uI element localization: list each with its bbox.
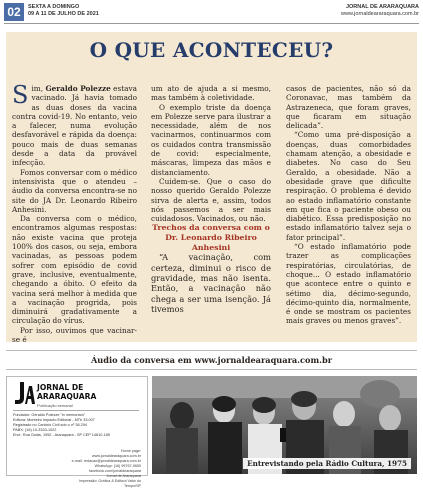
contact-line: Jornal de Araraquara [106,474,141,478]
interview-quote: “A vacinação, com certeza, diminui o risco de gravidade, mas não isenta. Então, a vacinação não chega a ser uma isenção. Já tivemos [151,252,271,315]
photo-caption: Entrevistando pela Rádio Cultura, 1975 [243,458,411,469]
article-column-3 [286,84,411,326]
article-paragraph: “Como uma pré-disposição a doenças, duas comorbidades chamam atenção, a obesidade e diabetes. No caso do Seu Geraldo, a obesidade. Não a obesidade grave que dificulte respiração. O problema é devido ao estado inflamatório constante em que fica o paciente obeso ou diabético. Essa predisposição no estado inflamatório talvez seja o fator principal”. [286,130,411,242]
infobox-divider [13,410,139,411]
ja-logo-icon [13,380,35,408]
detail-line: Registrado no Cartório Civil sob o nº 38.294 [13,423,87,427]
contact-details [71,449,141,489]
page-header [4,3,419,29]
contact-line[interactable]: Home page: www.jornaldearaquara.com.br [92,449,141,458]
masthead-infobox [6,376,148,488]
contact-line: Impressão: Gráfica & Editora Valor do Tempo/SP [79,479,141,488]
article-paragraph: casos de pacientes, não só da Coronavac, mas também da Astrazeneca, que foram graves, que ficaram em situação delicada”. [286,84,411,131]
contact-line: WhatsApp: (16) 99767-9650 [94,464,141,468]
page-number: 02 [4,3,24,21]
newspaper-logo [13,380,35,413]
drop-cap: S [12,81,29,109]
article-paragraph: Da conversa com o médico, encontramos algumas respostas: não existe vacina que proteja 100% dos casos, ou seja, embora vacinadas, as pessoas podem sofrer com episódio de covid grave, inclusive, eventualmente, chegando a óbito. O efeito da vacina será melhor à medida que a vacinação progrida, pois diminuirá gradativamente a circulação do vírus. [12,214,137,326]
contact-line[interactable]: facebook.com/jornaldearaquara [89,469,141,473]
header-divider [4,23,419,24]
issue-date [28,4,99,18]
article-column-1 [12,81,137,345]
article-paragraph: Cuidem-se. Que o caso do nosso querido Geraldo Polezze sirva de alerta e, assim, todos nós passemos a ser mais cuidadosos. Vacinados, ou não. [151,176,271,224]
newspaper-name: JORNAL DE ARARAQUARA [37,383,97,401]
article-paragraph: Por isso, ouvimos que vacinar-se é [12,325,137,345]
article [6,32,417,345]
issue-date-range: 09 A 11 DE JULHO DE 2021 [28,11,99,17]
pull-quote-heading: Trechos da conversa com o Dr. Leonardo Ribeiro Anhesini [152,223,270,252]
publisher-details [13,413,141,438]
masthead-right [341,4,419,18]
issue-day: SEXTA A DOMINGO [28,4,80,10]
audio-link-note[interactable]: Áudio da conversa em www.jornaldearaquara.com.br [6,350,417,370]
detail-line: Fundador: Geraldo Polezze "in memoriam" [13,413,86,417]
detail-line: End.: Rua Goiás, 1952 - Araraquara - SP CEP 14810-185 [13,433,110,437]
article-paragraph: O exemplo triste da doença em Polezze serve para ilustrar a necessidade, além de nos vacinarmos, continuarmos com os cuidados contra transmissão de covid: especialmente, máscaras, limpeza das mãos e distanciamento. [151,102,271,177]
article-paragraph: “O estado inflamatório pode trazer as complicações respiratórias, circulatórias, de choque... O estado inflamatório que acontece entre o quinto e sétimo dia, décimo-segundo, décimo-quinto dia, normalmente, é onde se mostram os pacientes mais graves ou menos graves”. [286,242,411,326]
contact-line[interactable]: e-mail: redacao@jornaldearaquara.com.br [71,459,141,463]
paper-url[interactable]: www.jornaldeararaquara.com.br [341,11,419,17]
detail-line: Editora: Monteiro Impacto Editorial - MTb 33.007 [13,418,95,422]
article-paragraph: Sim, Geraldo Polezze estava vacinado. Já havia tomado as duas doses da vacina contra covid-19. No entanto, veio a falecer, numa evolução desfavorável e rápida da doença: pouco mais de duas semanas desde a data da provável infecção. [12,81,137,168]
historic-photo [152,376,417,474]
paper-name: JORNAL DE ARARAQUARA [345,4,419,10]
person-name: Geraldo Polezze [45,84,111,93]
detail-line: PABX: (16) 10-3333-1022 [13,428,57,432]
publication-frequency: Publicação semanal [37,403,73,408]
article-column-2 [151,84,271,315]
article-paragraph: Fomos conversar com o médico intensivista que o atendeu – áudio da conversa encontra-se no site do JA Dr. Leonardo Ribeiro Anhesini. [12,167,137,214]
article-paragraph: um ato de ajuda a si mesmo, mas também à coletividade. [151,84,271,103]
article-headline: O QUE ACONTECEU? [89,38,334,62]
